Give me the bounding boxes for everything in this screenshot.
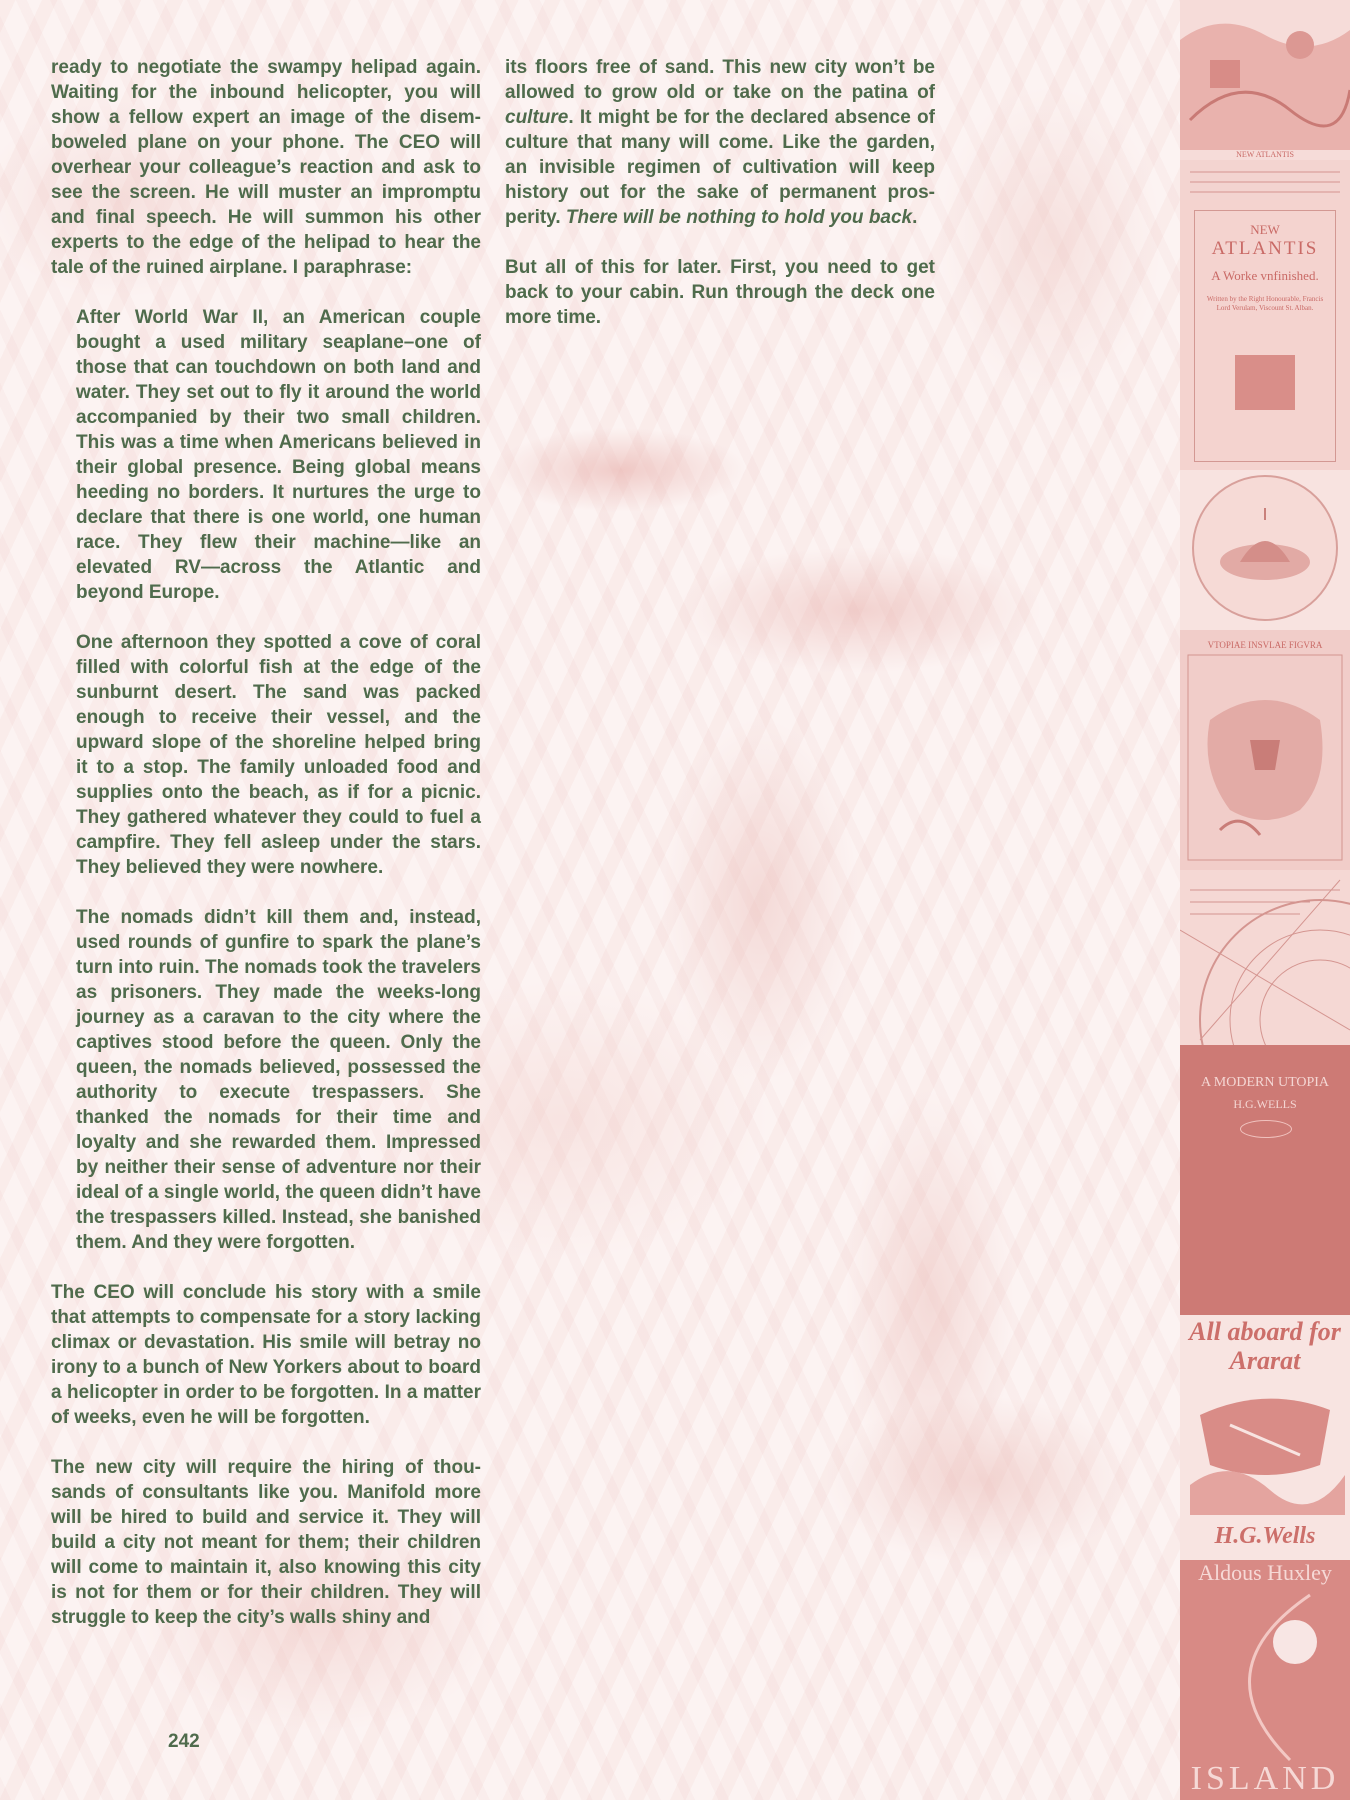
italic-text: There will be nothing to hold you back	[565, 207, 913, 228]
round-city-illustration	[1180, 470, 1350, 630]
block-quote-paragraph: The nomads didn’t kill them and, instead, used rounds of gunfire to spark the plane’s turn into ruin. The nomads took the travelers as prisoners. They made the weeks-long journey as a caravan to the city where the captives stood before the queen. Only the queen, the nomads believed, possessed the authority to execute trespassers. She thanked the nomads for their time and loyalty and she rewarded them. Impressed by neither their sense of adventure nor their ideal of a single world, the queen didn’t have the trespassers killed. Instead, she banished them. And they were forgotten.	[76, 907, 481, 1253]
cover-subtitle: A Worke vnfinished.	[1211, 268, 1319, 283]
cover-byline: Written by the Right Honourable, Francis Lord Verulam, Viscount St. Alban.	[1206, 295, 1324, 312]
utopia-island-map	[1180, 630, 1350, 870]
cover-new-atlantis-title	[1180, 200, 1350, 470]
engraving-illustration	[1180, 0, 1350, 200]
printer-device-icon	[1235, 355, 1295, 410]
text-run: its floors free of sand. This new city won’t be allowed to grow old or take on the patina of	[505, 57, 935, 103]
cover-title: ISLAND	[1190, 1760, 1340, 1797]
cover-utopia-map	[1180, 630, 1350, 870]
book-cover-strip	[1180, 0, 1350, 1800]
body-paragraph: The CEO will conclude his story with a smile that attempts to compensate for a story lacking climax or devastation. His smile will betray no irony to a bunch of New Yorkers about to board a helicopter in order to be forgotten. In a matter of weeks, even he will be forgotten.	[51, 1282, 481, 1428]
cover-all-aboard-for-ararat	[1180, 1315, 1350, 1560]
right-column	[505, 55, 935, 355]
cover-caption: NEW ATLANTIS	[1236, 150, 1294, 159]
ornament-icon	[1240, 1120, 1292, 1138]
page-number: 242	[168, 1731, 200, 1752]
cover-title: NEW	[1250, 222, 1280, 237]
italic-text: culture	[505, 107, 569, 128]
body-paragraph: But all of this for later. First, you need to get back to your cabin. Run through the deck one more time.	[505, 257, 935, 328]
block-quote-paragraph: After World War II, an American couple bought a used military seaplane–one of those that can touchdown on both land and water. They set out to fly it around the world accompanied by their two small children. This was a time when Americans believed in their global presence. Being global means heeding no borders. It nurtures the urge to declare that there is one world, one human race. They flew their machine—like an elevated RV—across the Atlantic and beyond Europe.	[76, 307, 481, 603]
body-paragraph	[505, 55, 935, 230]
cover-new-atlantis-engraving	[1180, 0, 1350, 200]
text-run: .	[912, 207, 918, 228]
cover-caption: VTOPIAE INSVLAE FIGVRA	[1207, 640, 1323, 650]
cover-star-chart	[1180, 870, 1350, 1045]
cover-author: H.G.WELLS	[1233, 1097, 1297, 1111]
cover-author: Aldous Huxley	[1198, 1560, 1332, 1585]
cover-title: ATLANTIS	[1211, 238, 1319, 259]
body-paragraph: ready to negotiate the swampy helipad again. Waiting for the inbound helicopter, you will show a fellow expert an image of the disem-boweled plane on your phone. The CEO will overhear your colleague’s reaction and ask to see the screen. He will muster an impromptu and final speech. He will summon his other experts to the edge of the helipad to hear the tale of the ruined airplane. I paraphrase:	[51, 57, 481, 278]
cover-author: H.G.Wells	[1214, 1523, 1316, 1549]
cover-island	[1180, 1560, 1350, 1800]
cover-round-engraving	[1180, 470, 1350, 630]
left-column	[51, 55, 481, 1655]
cover-title: A MODERN UTOPIA	[1200, 1075, 1330, 1090]
cover-title: All aboard for Ararat	[1189, 1317, 1341, 1375]
block-quote-paragraph: One afternoon they spotted a cove of coral filled with colorful fish at the edge of the sunburnt desert. The sand was packed enough to receive their vessel, and the upward slope of the shoreline helped bring it to a stop. The family unloaded food and supplies onto the beach, as if for a picnic. They gathered whatever they could to fuel a campfire. They fell asleep under the stars. They believed they were nowhere.	[76, 632, 481, 878]
text-run: . It might be for the declared absence of culture that many will come. Like the garden, an invisible regimen of cultivation will keep history out for the sake of permanent pros-perity.	[505, 107, 935, 228]
body-paragraph: The new city will require the hiring of thou-sands of consultants like you. Manifold more will be hired to build and service it. They will build a city not meant for them; their children will come to maintain it, also knowing this city is not for them or for their children. They will struggle to keep the city’s walls shiny and	[51, 1457, 481, 1628]
cover-modern-utopia	[1180, 1045, 1350, 1315]
astronomical-diagram	[1180, 870, 1350, 1045]
